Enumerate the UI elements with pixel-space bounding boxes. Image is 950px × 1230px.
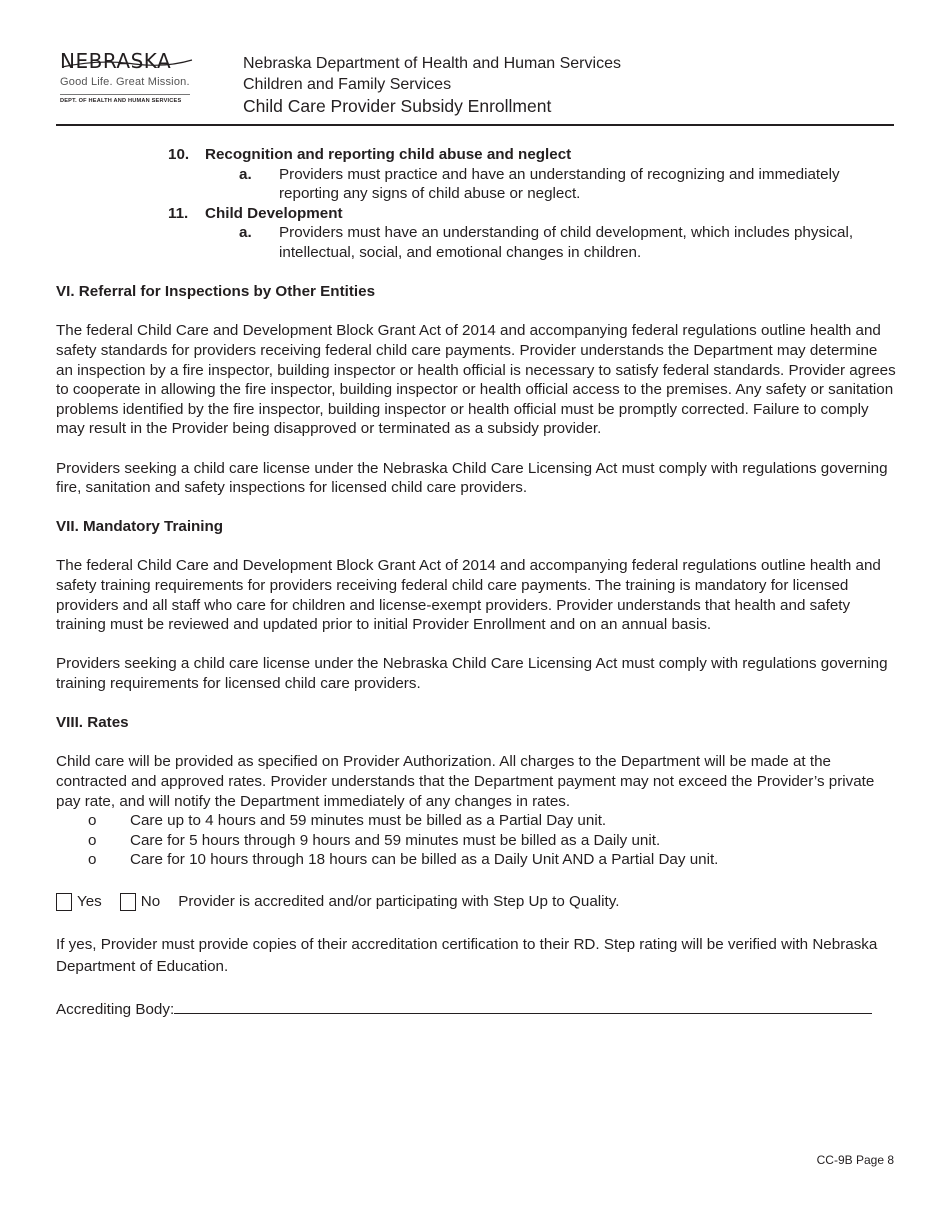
accrediting-body-field bbox=[56, 999, 896, 1020]
sub-item-10a bbox=[56, 165, 896, 204]
section-heading-viii: VIII. Rates bbox=[56, 714, 129, 732]
bullet-text: Care for 10 hours through 18 hours can be billed as a Daily Unit AND a Partial Day unit. bbox=[130, 851, 719, 869]
section-heading-vii: VII. Mandatory Training bbox=[56, 518, 224, 536]
document-body bbox=[56, 145, 896, 1019]
page-footer: CC-9B Page 8 bbox=[816, 1153, 894, 1167]
accreditation-statement: Provider is accredited and/or participating with Step Up to Quality. bbox=[178, 892, 620, 910]
nebraska-logo bbox=[60, 50, 195, 104]
accreditation-checkbox-row bbox=[56, 892, 896, 912]
accrediting-body-input[interactable] bbox=[174, 999, 872, 1014]
list-item bbox=[56, 850, 896, 870]
rates-bullet-list bbox=[56, 811, 896, 870]
sub-item-11a bbox=[56, 223, 896, 262]
sub-item-letter: a. bbox=[239, 165, 252, 183]
numbered-item-11 bbox=[56, 204, 896, 224]
numbered-item-10 bbox=[56, 145, 896, 165]
bullet-marker: o bbox=[88, 831, 97, 849]
list-item bbox=[56, 811, 896, 831]
sub-item-text: Providers must have an understanding of child development, which includes physical, intellectual, social, and emotional changes in children. bbox=[279, 224, 854, 261]
logo-dept: DEPT. OF HEALTH AND HUMAN SERVICES bbox=[60, 98, 182, 104]
accrediting-body-label: Accrediting Body: bbox=[56, 1000, 175, 1018]
document-header bbox=[243, 54, 621, 117]
section-vi-paragraph-2: Providers seeking a child care license under the Nebraska Child Care Licensing Act must comply with regulations governing fire, sanitation and safety inspections for licensed child care providers. bbox=[56, 459, 888, 497]
header-division: Children and Family Services bbox=[243, 75, 452, 93]
section-viii-paragraph-1: Child care will be provided as specified on Provider Authorization. All charges to the Department will be made at the contracted and approved rates. Provider understands that the Department payment may not exceed the Provider’s private pay rate, and will notify the Department immediately of any changes in rates. bbox=[56, 753, 875, 810]
bullet-text: Care up to 4 hours and 59 minutes must be billed as a Partial Day unit. bbox=[130, 812, 607, 830]
list-item bbox=[56, 831, 896, 851]
sub-item-text: Providers must practice and have an understanding of recognizing and immediately reporting any signs of child abuse or neglect. bbox=[279, 165, 840, 203]
section-heading-vi: VI. Referral for Inspections by Other Entities bbox=[56, 283, 376, 301]
section-vi-paragraph-1: The federal Child Care and Development Block Grant Act of 2014 and accompanying federal regulations outline health and safety standards for providers receiving federal child care payments. Provider understands the Department may determine an inspection by a fire inspector, building inspector or health official is necessary to satisfy federal standards. Provider agrees to cooperate in allowing the fire inspector, building inspector or health official access to the premises. Any safety or sanitation problems identified by the fire inspector, building inspector or health official must be promptly corrected. Failure to comply may result in the Provider being disapproved or terminated as a subsidy provider. bbox=[56, 322, 896, 438]
logo-wordmark: NEBRASKA bbox=[60, 50, 195, 72]
if-yes-paragraph: If yes, Provider must provide copies of their accreditation certification to their RD. Step rating will be verified with Nebraska Department of Education. bbox=[56, 935, 878, 975]
item-number: 10. bbox=[168, 146, 190, 163]
item-number: 11. bbox=[168, 204, 189, 222]
section-vii-paragraph-2: Providers seeking a child care license under the Nebraska Child Care Licensing Act must comply with regulations governing training requirements for licensed child care providers. bbox=[56, 655, 888, 693]
sub-item-letter: a. bbox=[239, 224, 252, 242]
header-agency: Nebraska Department of Health and Human Services bbox=[243, 55, 621, 72]
no-checkbox[interactable] bbox=[120, 893, 136, 911]
header-rule bbox=[56, 124, 894, 126]
no-label: No bbox=[140, 892, 161, 910]
bullet-marker: o bbox=[88, 812, 97, 830]
section-vii-paragraph-1: The federal Child Care and Development Block Grant Act of 2014 and accompanying federal regulations outline health and safety training requirements for providers receiving federal child care payments. The training is mandatory for licensed providers and all staff who care for children and license-exempt providers. Provider understands that health and safety training must be reviewed and updated prior to initial Provider Enrollment and on an annual basis. bbox=[56, 557, 881, 634]
item-title: Recognition and reporting child abuse and neglect bbox=[205, 146, 572, 163]
item-title: Child Development bbox=[205, 204, 343, 222]
logo-tagline: Good Life. Great Mission. bbox=[60, 76, 190, 88]
bullet-marker: o bbox=[88, 851, 97, 869]
logo-divider bbox=[60, 94, 190, 95]
bullet-text: Care for 5 hours through 9 hours and 59 minutes must be billed as a Daily unit. bbox=[130, 831, 661, 849]
yes-option[interactable] bbox=[56, 892, 102, 912]
yes-label: Yes bbox=[77, 892, 102, 910]
no-option[interactable] bbox=[120, 892, 160, 912]
yes-checkbox[interactable] bbox=[56, 893, 72, 911]
header-form-title: Child Care Provider Subsidy Enrollment bbox=[243, 96, 552, 116]
logo-swoosh-icon bbox=[60, 58, 195, 72]
